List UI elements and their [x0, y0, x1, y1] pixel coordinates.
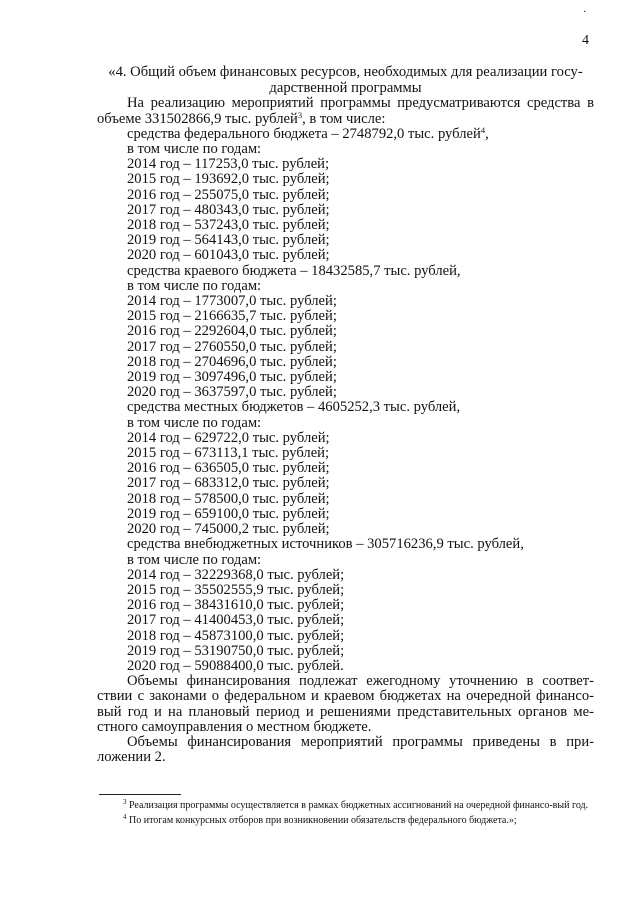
list-item: 2017 год – 2760550,0 тыс. рублей; — [127, 338, 337, 355]
list-item: 2020 год – 601043,0 тыс. рублей; — [127, 247, 330, 264]
closing-paragraph-2: Объемы финансирования мероприятий программы приведены в при-ложении 2. — [97, 733, 594, 766]
footnote-3-text: Реализация программы осуществляется в рамках бюджетных ассигнований на очередной финансо-вый год. — [126, 800, 589, 811]
federal-by-years: в том числе по годам: — [127, 141, 262, 158]
regional-by-years: в том числе по годам: — [127, 277, 262, 294]
list-item: 2019 год – 3097496,0 тыс. рублей; — [127, 369, 337, 386]
list-item: 2017 год – 683312,0 тыс. рублей; — [127, 475, 330, 492]
intro-paragraph — [97, 96, 594, 126]
footnote-4-text: По итогам конкурсных отборов при возникновении обязательств федерального бюджета.»; — [126, 814, 517, 826]
list-item: 2019 год – 564143,0 тыс. рублей; — [127, 232, 330, 249]
list-item: 2018 год – 537243,0 тыс. рублей; — [127, 217, 330, 234]
document-body — [97, 58, 594, 765]
list-item: 2020 год – 745000,2 тыс. рублей; — [127, 521, 330, 538]
list-item: 2019 год – 53190750,0 тыс. рублей; — [127, 642, 345, 659]
regional-budget-line: средства краевого бюджета – 18432585,7 тыс. рублей, — [127, 262, 461, 279]
federal-year-list — [97, 157, 594, 263]
list-item: 2018 год – 45873100,0 тыс. рублей; — [127, 627, 345, 644]
federal-budget-line — [97, 124, 594, 142]
footnote-4 — [99, 812, 594, 828]
list-item: 2016 год – 255075,0 тыс. рублей; — [127, 186, 330, 203]
list-item: 2015 год – 35502555,9 тыс. рублей; — [127, 581, 345, 598]
closing-paragraph-1: Объемы финансирования подлежат ежегодному уточнению в соответ-ствии с законами о федеральном и краевом бюджетах на очередной финансо-вый год и на плановый период и решениями представительных органов ме-стного самоуправления о местном бюджете. — [97, 673, 594, 735]
footnotes — [99, 800, 594, 829]
list-item: 2015 год – 673113,1 тыс. рублей; — [127, 445, 330, 462]
federal-budget-text: средства федерального бюджета – 2748792,0 тыс. рублей — [127, 125, 481, 142]
list-item: 2014 год – 629722,0 тыс. рублей; — [127, 429, 330, 446]
list-item: 2015 год – 193692,0 тыс. рублей; — [127, 171, 330, 188]
footnote-3 — [99, 800, 594, 813]
footnote-ref-3: 3 — [297, 109, 303, 120]
scan-mark: · — [583, 7, 587, 18]
extrabudgetary-year-list — [97, 568, 594, 674]
page-number: 4 — [582, 33, 589, 48]
list-item: 2017 год – 41400453,0 тыс. рублей; — [127, 612, 345, 629]
local-by-years: в том числе по годам: — [127, 414, 262, 431]
footnote-mark-3: 3 — [123, 798, 127, 806]
regional-year-list — [97, 294, 594, 400]
list-item: 2020 год – 59088400,0 тыс. рублей. — [127, 657, 344, 674]
list-item: 2014 год – 1773007,0 тыс. рублей; — [127, 293, 337, 310]
footnote-ref-4: 4 — [480, 124, 486, 135]
list-item: 2019 год – 659100,0 тыс. рублей; — [127, 505, 330, 522]
list-item: 2016 год – 38431610,0 тыс. рублей; — [127, 597, 345, 614]
list-item: 2018 год – 578500,0 тыс. рублей; — [127, 490, 330, 507]
list-item: 2016 год – 2292604,0 тыс. рублей; — [127, 323, 337, 340]
list-item: 2014 год – 117253,0 тыс. рублей; — [127, 156, 330, 173]
federal-budget-comma: , — [485, 125, 489, 142]
intro-text: На реализацию мероприятий программы предусматриваются средства в объеме 331502866,9 тыс. рублей — [97, 95, 594, 127]
list-item: 2016 год – 636505,0 тыс. рублей; — [127, 460, 330, 477]
extrabudgetary-by-years: в том числе по годам: — [127, 551, 262, 568]
footnote-divider — [99, 794, 181, 795]
list-item: 2018 год – 2704696,0 тыс. рублей; — [127, 353, 337, 370]
extrabudgetary-line: средства внебюджетных источников – 305716236,9 тыс. рублей, — [127, 536, 524, 553]
list-item: 2020 год – 3637597,0 тыс. рублей; — [127, 384, 337, 401]
local-budget-line: средства местных бюджетов – 4605252,3 тыс. рублей, — [127, 399, 461, 416]
list-item: 2014 год – 32229368,0 тыс. рублей; — [127, 566, 345, 583]
intro-tail: , в том числе: — [302, 110, 386, 127]
footnote-mark-4: 4 — [123, 812, 127, 821]
list-item: 2017 год – 480343,0 тыс. рублей; — [127, 201, 330, 218]
local-year-list — [97, 431, 594, 537]
section-heading: «4. Общий объем финансовых ресурсов, необходимых для реализации госу-дарственной программы — [108, 64, 583, 97]
list-item: 2015 год – 2166635,7 тыс. рублей; — [127, 308, 337, 325]
